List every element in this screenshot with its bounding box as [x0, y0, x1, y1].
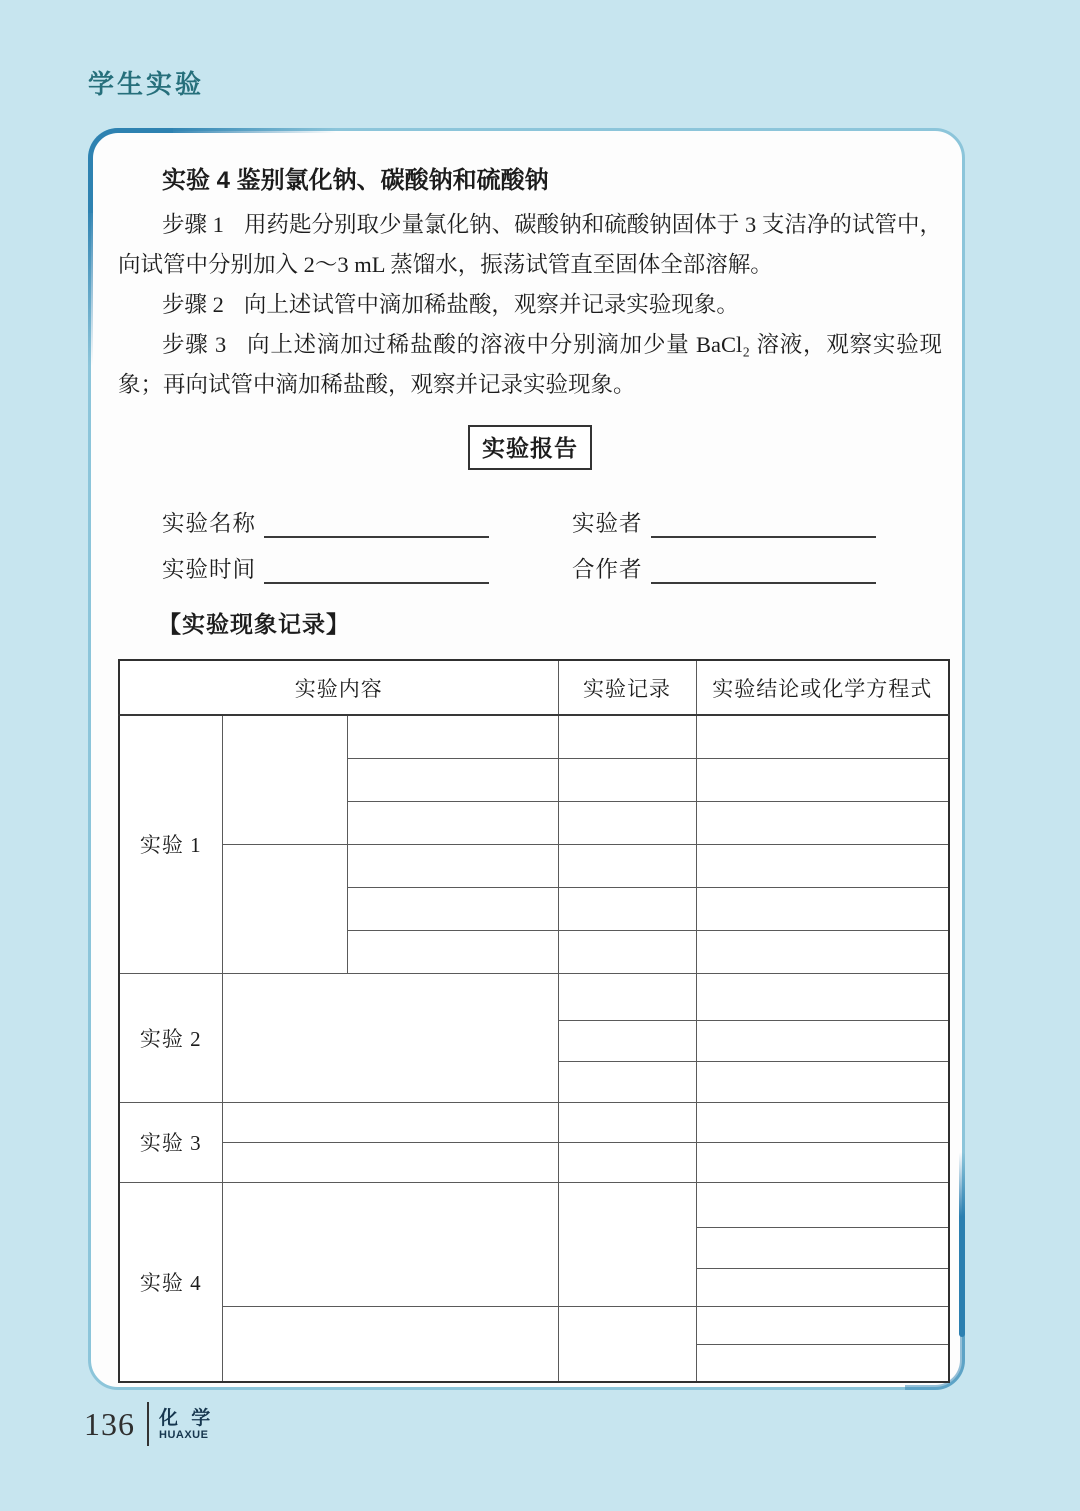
- field-experiment-time: [162, 552, 572, 584]
- record-section-title: 【实验现象记录】: [158, 611, 350, 637]
- table-row: [119, 1102, 949, 1142]
- empty-cell: [222, 844, 347, 973]
- empty-cell: [222, 1306, 558, 1382]
- step-2-label: 步骤 2: [162, 292, 224, 317]
- empty-cell: [222, 973, 558, 1102]
- field-collaborator-blank: [651, 554, 876, 584]
- step-2-paragraph: [118, 285, 942, 325]
- empty-cell: [347, 801, 558, 844]
- header-cell-record: 实验记录: [558, 660, 696, 715]
- row-label-exp1: 实验 1: [119, 715, 222, 973]
- field-experimenter: [572, 506, 876, 538]
- field-row-2: [118, 538, 942, 584]
- empty-cell: [558, 715, 696, 758]
- empty-cell: [696, 758, 949, 801]
- step-1-label: 步骤 1: [162, 212, 224, 237]
- empty-cell: [558, 801, 696, 844]
- empty-cell: [696, 887, 949, 930]
- step-3-label: 步骤 3: [162, 332, 227, 357]
- empty-cell: [558, 930, 696, 973]
- field-experiment-time-blank: [264, 554, 489, 584]
- table-row: [119, 1182, 949, 1227]
- empty-cell: [222, 1182, 558, 1306]
- page-header: [88, 64, 204, 101]
- field-collaborator-label: 合作者: [572, 557, 643, 582]
- table-row: [119, 973, 949, 1020]
- step-1-text: 用药匙分别取少量氯化钠、碳酸钠和硫酸钠固体于 3 支洁净的试管中，向试管中分别加入 2～3 mL 蒸馏水，振荡试管直至固体全部溶解。: [118, 212, 942, 277]
- empty-cell: [696, 801, 949, 844]
- empty-cell: [558, 887, 696, 930]
- step-3-text: 向上述滴加过稀盐酸的溶液中分别滴加少量 BaCl₂ 溶液，观察实验现象；再向试管中滴加稀盐酸，观察并记录实验现象。: [118, 332, 942, 397]
- step-2-text: 向上述试管中滴加稀盐酸，观察并记录实验现象。: [243, 292, 739, 317]
- empty-cell: [696, 715, 949, 758]
- empty-cell: [696, 1268, 949, 1306]
- empty-cell: [347, 715, 558, 758]
- page-footer: [84, 1402, 214, 1446]
- empty-cell: [558, 1102, 696, 1142]
- empty-cell: [222, 1142, 558, 1182]
- table-row: [119, 715, 949, 758]
- header-cell-conclusion: 实验结论或化学方程式: [696, 660, 949, 715]
- table-row: [119, 1142, 949, 1182]
- field-experiment-name-blank: [264, 508, 489, 538]
- field-experiment-name: [162, 506, 572, 538]
- empty-cell: [558, 1020, 696, 1061]
- footer-subject: [159, 1407, 214, 1442]
- empty-cell: [696, 1227, 949, 1268]
- table-row: [119, 1306, 949, 1344]
- field-row-1: [118, 492, 942, 538]
- step-3-paragraph: [118, 325, 942, 405]
- field-experiment-name-label: 实验名称: [162, 511, 257, 536]
- page-header-title: 学生实验: [88, 69, 205, 99]
- field-experimenter-label: 实验者: [572, 511, 643, 536]
- report-title-box: [468, 425, 592, 470]
- empty-cell: [696, 1142, 949, 1182]
- footer-subject-cn: 化 学: [159, 1407, 215, 1429]
- empty-cell: [347, 930, 558, 973]
- step-1-paragraph: [118, 205, 942, 285]
- row-label-exp4: 实验 4: [119, 1182, 222, 1382]
- empty-cell: [222, 715, 347, 844]
- empty-cell: [347, 844, 558, 887]
- report-fields: [118, 492, 942, 584]
- page-number: 136: [84, 1405, 135, 1442]
- empty-cell: [696, 844, 949, 887]
- header-cell-content: 实验内容: [119, 660, 558, 715]
- field-experiment-time-label: 实验时间: [162, 557, 257, 582]
- row-label-exp2: 实验 2: [119, 973, 222, 1102]
- empty-cell: [558, 1182, 696, 1306]
- footer-subject-latin: HUAXUE: [159, 1429, 209, 1442]
- report-box-wrap: [118, 425, 942, 470]
- table-row: [119, 844, 949, 887]
- empty-cell: [696, 1344, 949, 1382]
- empty-cell: [558, 1142, 696, 1182]
- empty-cell: [558, 1061, 696, 1102]
- empty-cell: [696, 1102, 949, 1142]
- empty-cell: [222, 1102, 558, 1142]
- empty-cell: [696, 1306, 949, 1344]
- experiment-title: 实验 4 鉴别氯化钠、碳酸钠和硫酸钠: [162, 167, 549, 194]
- empty-cell: [558, 844, 696, 887]
- table-header-row: [119, 660, 949, 715]
- experiment-card: [88, 128, 965, 1390]
- empty-cell: [696, 973, 949, 1020]
- empty-cell: [696, 1020, 949, 1061]
- empty-cell: [696, 930, 949, 973]
- empty-cell: [696, 1061, 949, 1102]
- empty-cell: [347, 758, 558, 801]
- empty-cell: [558, 758, 696, 801]
- empty-cell: [347, 887, 558, 930]
- field-experimenter-blank: [651, 508, 876, 538]
- empty-cell: [696, 1182, 949, 1227]
- empty-cell: [558, 973, 696, 1020]
- row-label-exp3: 实验 3: [119, 1102, 222, 1182]
- report-title: 实验报告: [482, 435, 578, 461]
- card-content: [91, 131, 962, 1387]
- record-table: [118, 659, 950, 1383]
- empty-cell: [558, 1306, 696, 1382]
- field-collaborator: [572, 552, 876, 584]
- footer-divider: [147, 1402, 149, 1446]
